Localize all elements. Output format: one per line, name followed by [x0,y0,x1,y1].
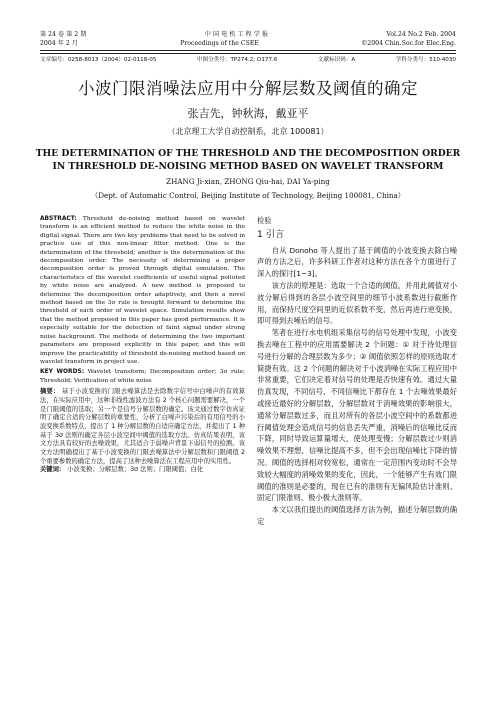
abstract-english [40,215,245,366]
article-number: 文章编号：0258-8013（2004）02-0118-05 [40,57,157,63]
keywords-chinese-text: 小波变换；分解层数；3σ 法则；门限阈值；白化 [67,466,204,474]
abstract-chinese [40,388,245,466]
body-column [257,215,457,528]
journal-name-en: Proceedings of the CSEE [180,40,259,47]
subject-code: 学科分类号：510·4030 [395,57,456,63]
volume-issue: 第 24 卷 第 2 期 [40,31,87,38]
title-english [30,148,466,173]
title-english-line-2: IN THRESHOLD DE-NOISING METHOD BASED ON WAVELET TRANSFORM [52,160,444,172]
abstract-chinese-text: 基于小波变换的门限去噪算法是去除数字信号中白噪声的有效算法，在实际应用中，这种非线性滤波方法有 2 个核心问题需要解决，一个是门限阈值的选取；另一个是信号分解层数的确定。该文通过数字仿真证明了确定合适的分解层数的重要性，分析了白噪声污染后的有用信号的小波变换系数特点，提出了 1 种分解层数的自适应确定方法，并提出了 1 种基于 3σ 法则的确定各层小波空间中阈值的选取方法。仿真结果表明，该文方法具有较好的去噪效果，尤其适合于弱噪声背景下弱信号的检测。该文方法明确提出了基于小波变换的门限去噪算法中分解层数和门限阈值 2 个重要参数的确定方法，提高了这种去噪算法在工程应用中的实用性。 [40,388,246,465]
abstract-column [40,215,245,475]
body-paragraph-2: 该方法的原理是：选取一个合适的阈值，并用此阈值对小波分解后得到的各层小波空间里的细节小波系数进行截断作用，而保持尺度空间里的近似系数不变，然后再进行逆变换，即可得到去噪后的信号。 [257,280,457,326]
abstract-english-label: ABSTRACT: [40,216,77,222]
keywords-chinese [40,466,245,475]
title-chinese: 小波门限消噪法应用中分解层数及阈值的确定 [78,79,418,98]
affiliation-chinese: （北京理工大学自动控制系，北京 100081） [167,127,329,136]
continued-text: 检验 [257,216,272,225]
journal-name-cn: 中 国 电 机 工 程 学 报 [204,31,269,38]
header-rule-thin [40,53,456,54]
authors-english: ZHANG Ji-xian, ZHONG Qiu-hai, DAI Ya-ping [166,177,330,186]
volume-issue-en: Vol.24 No.2 Feb. 2004 [386,31,456,38]
authors-chinese: 张吉先，钟秋海，戴亚平 [187,107,309,120]
issue-date: 2004 年 2 月 [40,40,78,47]
journal-header-top [40,31,456,39]
keywords-english-label: KEY WORDS: [40,369,85,376]
body-paragraph-1: 自从 Donoho 等人提出了基于阈值的小波变换去除白噪声的方法之后，许多科研工作者对这种方法在各个方面进行了深入的探讨[1~3]。 [257,245,457,279]
title-english-line-1: THE DETERMINATION OF THE THRESHOLD AND THE DECOMPOSITION ORDER [35,148,461,159]
keywords-english-text: Wavelet transform; Decomposition order; 3σ rule; Threshold; Verification of white noise [40,369,245,384]
affiliation-english: （Dept. of Automatic Control, Beijing Institute of Technology, Beijing 100081, China） [91,191,405,200]
journal-header-bottom [40,40,456,48]
section-heading-introduction: 1 引言 [257,228,285,240]
abstract-english-text: Threshold de-noising method based on wavelet transform is an efficient method to reduce the white noise in the digital signal. There are two key problems that need to be solved in practice use of this non-linear filter method. One is the determination of the threshold; another is the determination of the decomposition order. The necessity of determining a proper decomposition order is proved through digital simulation. The characteristics of the wavelet coefficients of useful signal polluted by white noise are analyzed. A new method is proposed to determine the decomposition order adaptively, and then a novel method based on the 3σ rule is brought forward to determine the threshold of each order of wavelet space. Simulation results show that the method proposed in this paper has good performance. It is especially suitable for the detection of faint signal under strong noise background. The methods of determining the two important parameters are proposed explicitly in this paper, and this will improve the practicability of threshold de-noising method based on wavelet transform in project use. [40,216,245,365]
article-meta [40,56,456,64]
abstract-chinese-label: 摘要： [40,388,60,396]
document-code: 文献标识码：A [317,57,356,63]
clc-number: 中图分类号：TP274.2; O177.6 [196,57,278,63]
body-paragraph-3: 笔者在进行水电机组采集信号的信号处理中发现，小波变换去噪在工程中的应用需要解决 2 个问题：① 对于待处理信号进行分解的合理层数为多少；② 阈值依照怎样的原则选取才简捷有效。这 2 个问题的解决对于小波消噪在实际工程应用中非常重要，它们决定着对信号的处理是否快速有效。通过大量仿真发现，不同信号、不同信噪比下都存在 1 个去噪效果最好或接近最好的分解层数，分解层数对于消噪效果的影响很大，通常分解层数过多，而且对所有的各层小波空间中的系数都进行阈值处理会造成信号的信息丢失严重，消噪后的信噪比反而下降，同时导致运算量增大，使处理变慢；分解层数过少则消噪效果不理想，信噪比提高不多，但不会出现信噪比下降的情况。阈值的选择相对较宽松，通常在一定范围内变动时不会导致较大幅度的消噪效果的变化，因此，一个能够产生有效门限阈值的准则是必要的，现在已有的准则有无偏风险估计准则、固定门限准则、极小极大准则等。 [257,328,457,503]
body-paragraph-4: 本文以我们提出的阈值选择方法为例，描述分解层数的确定 [257,505,457,526]
header-rule-thick [40,50,456,51]
keywords-chinese-label: 关键词： [40,466,66,474]
keywords-english [40,368,245,385]
copyright: ©2004 Chin.Soc.for Elec.Eng. [361,40,456,47]
